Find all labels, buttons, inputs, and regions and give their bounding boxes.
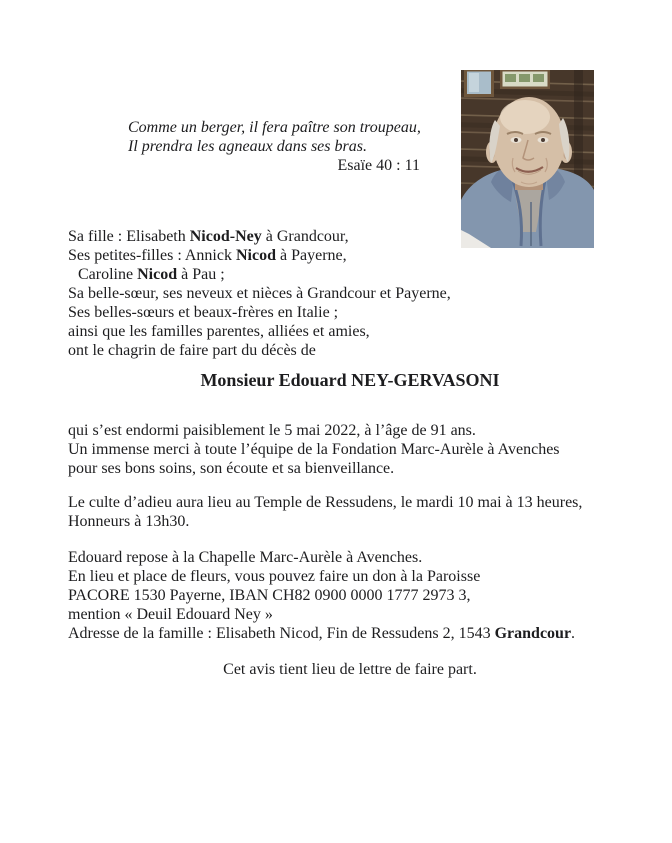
- text-line: Sa belle-sœur, ses neveux et nièces à Grandcour et Payerne,: [68, 285, 451, 302]
- scripture-reference: Esaïe 40 : 11: [337, 157, 420, 174]
- text-line: mention « Deuil Edouard Ney »: [68, 606, 273, 623]
- picture-frame-left: [464, 70, 494, 97]
- portrait-photo: [461, 70, 594, 248]
- text-line: Il prendra les agneaux dans ses bras.: [128, 138, 367, 155]
- bald-crown: [500, 100, 550, 134]
- text-line: En lieu et place de fleurs, vous pouvez faire un don à la Paroisse: [68, 568, 481, 585]
- picture-frame-right: [500, 70, 550, 89]
- text-line: Ses petites-filles : Annick Nicod à Payerne,: [68, 247, 347, 264]
- text-line: Edouard repose à la Chapelle Marc-Aurèle à Avenches.: [68, 549, 423, 566]
- scripture-quote-lines: [128, 118, 420, 156]
- death-paragraph: [68, 421, 560, 478]
- service-paragraph: [68, 493, 582, 531]
- closing-line: Cet avis tient lieu de lettre de faire part.: [223, 661, 477, 678]
- text-line: Ses belles-sœurs et beaux-frères en Italie ;: [68, 304, 339, 321]
- deceased-name-title: Monsieur Edouard NEY-GERVASONI: [200, 370, 500, 390]
- text-line: Un immense merci à toute l’équipe de la Fondation Marc-Aurèle à Avenches: [68, 441, 560, 458]
- text-line: pour ses bons soins, son écoute et sa bienveillance.: [68, 460, 395, 477]
- text-line: Caroline Nicod à Pau ;: [78, 266, 225, 283]
- text-line: Sa fille : Elisabeth Nicod-Ney à Grandcour,: [68, 228, 349, 245]
- text-line: qui s’est endormi paisiblement le 5 mai 2022, à l’âge de 91 ans.: [68, 422, 476, 439]
- text-line: Le culte d’adieu aura lieu au Temple de Ressudens, le mardi 10 mai à 13 heures,: [68, 494, 583, 511]
- text-line: Comme un berger, il fera paître son troupeau,: [128, 119, 421, 136]
- text-line: Honneurs à 13h30.: [68, 513, 190, 530]
- text-line: ainsi que les familles parentes, alliées et amies,: [68, 323, 370, 340]
- family-list: [68, 227, 451, 360]
- text-line: ont le chagrin de faire part du décès de: [68, 342, 316, 359]
- rest-donation-paragraph: [68, 548, 575, 643]
- text-line: Adresse de la famille : Elisabeth Nicod, Fin de Ressudens 2, 1543 Grandcour.: [68, 625, 576, 642]
- scripture-quote: [128, 118, 420, 175]
- text-line: PACORE 1530 Payerne, IBAN CH82 0900 0000 1777 2973 3,: [68, 587, 471, 604]
